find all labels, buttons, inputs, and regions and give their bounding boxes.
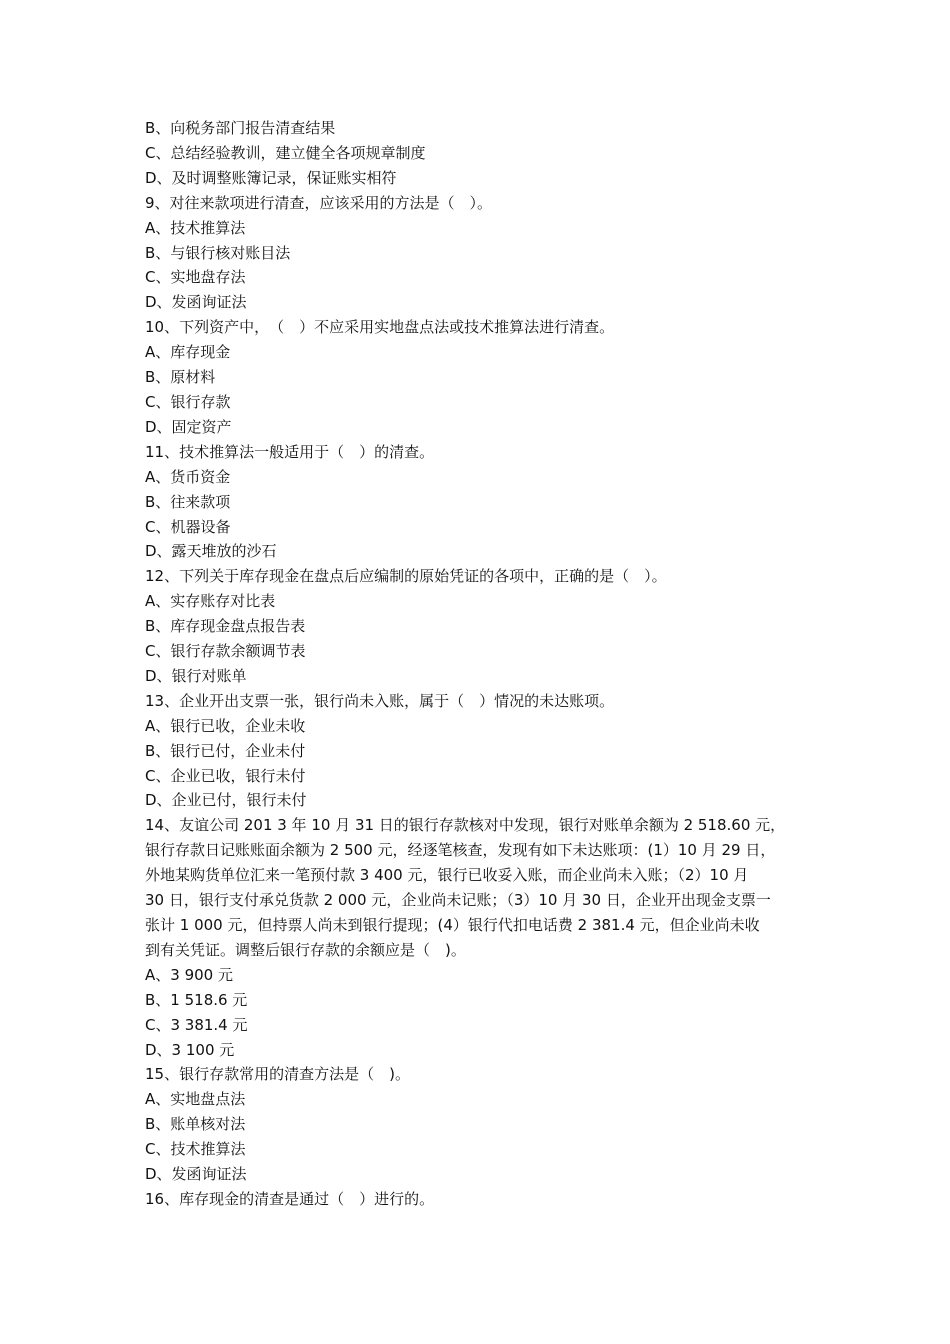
text-line: D、发函询证法 <box>145 1165 247 1184</box>
text-line: B、银行已付，企业未付 <box>145 741 306 760</box>
question-16: 16、库存现金的清查是通过（ ）进行的。 <box>145 1189 435 1208</box>
text-line: C、技术推算法 <box>145 1140 246 1159</box>
text-line: A、库存现金 <box>145 343 231 362</box>
question-11: 11、技术推算法一般适用于（ ）的清查。 <box>145 442 435 461</box>
text-line: B、往来款项 <box>145 492 231 511</box>
question-14-line: 30 日，银行支付承兑货款 2 000 元，企业尚未记账；（3）10 月 30 日，企业开出现金支票一 <box>145 891 771 910</box>
text-line: B、与银行核对账目法 <box>145 243 291 262</box>
text-line: D、露天堆放的沙石 <box>145 542 277 561</box>
text-line: C、总结经验教训，建立健全各项规章制度 <box>145 143 426 162</box>
text-line: C、实地盘存法 <box>145 268 246 287</box>
text-line: A、实地盘点法 <box>145 1090 246 1109</box>
text-line: B、1 518.6 元 <box>145 990 248 1009</box>
text-line: D、3 100 元 <box>145 1040 235 1059</box>
question-14-line: 外地某购货单位汇来一笔预付款 3 400 元，银行已收妥入账，而企业尚未入账；（2）10 月 <box>145 866 749 885</box>
text-line: A、3 900 元 <box>145 965 233 984</box>
text-line: C、3 381.4 元 <box>145 1015 248 1034</box>
text-line: C、银行存款余额调节表 <box>145 642 306 661</box>
text-line: C、银行存款 <box>145 392 231 411</box>
question-13: 13、企业开出支票一张，银行尚未入账，属于（ ）情况的未达账项。 <box>145 691 615 710</box>
text-line: B、库存现金盘点报告表 <box>145 617 306 636</box>
question-10: 10、下列资产中， （ ）不应采用实地盘点法或技术推算法进行清查。 <box>145 318 615 337</box>
text-line: D、企业已付，银行未付 <box>145 791 307 810</box>
text-line: D、固定资产 <box>145 417 232 436</box>
question-14 <box>145 813 810 962</box>
question-9: 9、对往来款项进行清查，应该采用的方法是（ ）。 <box>145 193 493 212</box>
question-12: 12、下列关于库存现金在盘点后应编制的原始凭证的各项中，正确的是（ ）。 <box>145 567 667 586</box>
question-15: 15、银行存款常用的清查方法是（ )。 <box>145 1065 410 1084</box>
text-line: B、向税务部门报告清查结果 <box>145 119 336 137</box>
document-page <box>145 116 810 1212</box>
text-line: D、及时调整账簿记录，保证账实相符 <box>145 168 397 187</box>
text-line: A、货币资金 <box>145 467 231 486</box>
text-line: C、企业已收，银行未付 <box>145 766 306 785</box>
text-line: A、实存账存对比表 <box>145 592 276 611</box>
text-line: B、原材料 <box>145 368 216 387</box>
text-line: B、账单核对法 <box>145 1115 246 1134</box>
question-14-line: 到有关凭证。调整后银行存款的余额应是（ )。 <box>145 940 466 959</box>
text-line: D、发函询证法 <box>145 293 247 312</box>
question-14-line: 14、友谊公司 201 3 年 10 月 31 日的银行存款核对中发现，银行对账单余额为 2 518.60 元， <box>145 816 786 835</box>
question-14-line: 银行存款日记账账面余额为 2 500 元，经逐笔核查，发现有如下未达账项：(1）10 月 29 日， <box>145 841 776 860</box>
text-line: A、技术推算法 <box>145 218 246 237</box>
text-line: A、银行已收，企业未收 <box>145 716 306 735</box>
question-14-line: 张计 1 000 元，但持票人尚未到银行提现；(4）银行代扣电话费 2 381.4 元，但企业尚未收 <box>145 916 760 934</box>
text-line: D、银行对账单 <box>145 666 247 685</box>
text-line: C、机器设备 <box>145 517 231 536</box>
